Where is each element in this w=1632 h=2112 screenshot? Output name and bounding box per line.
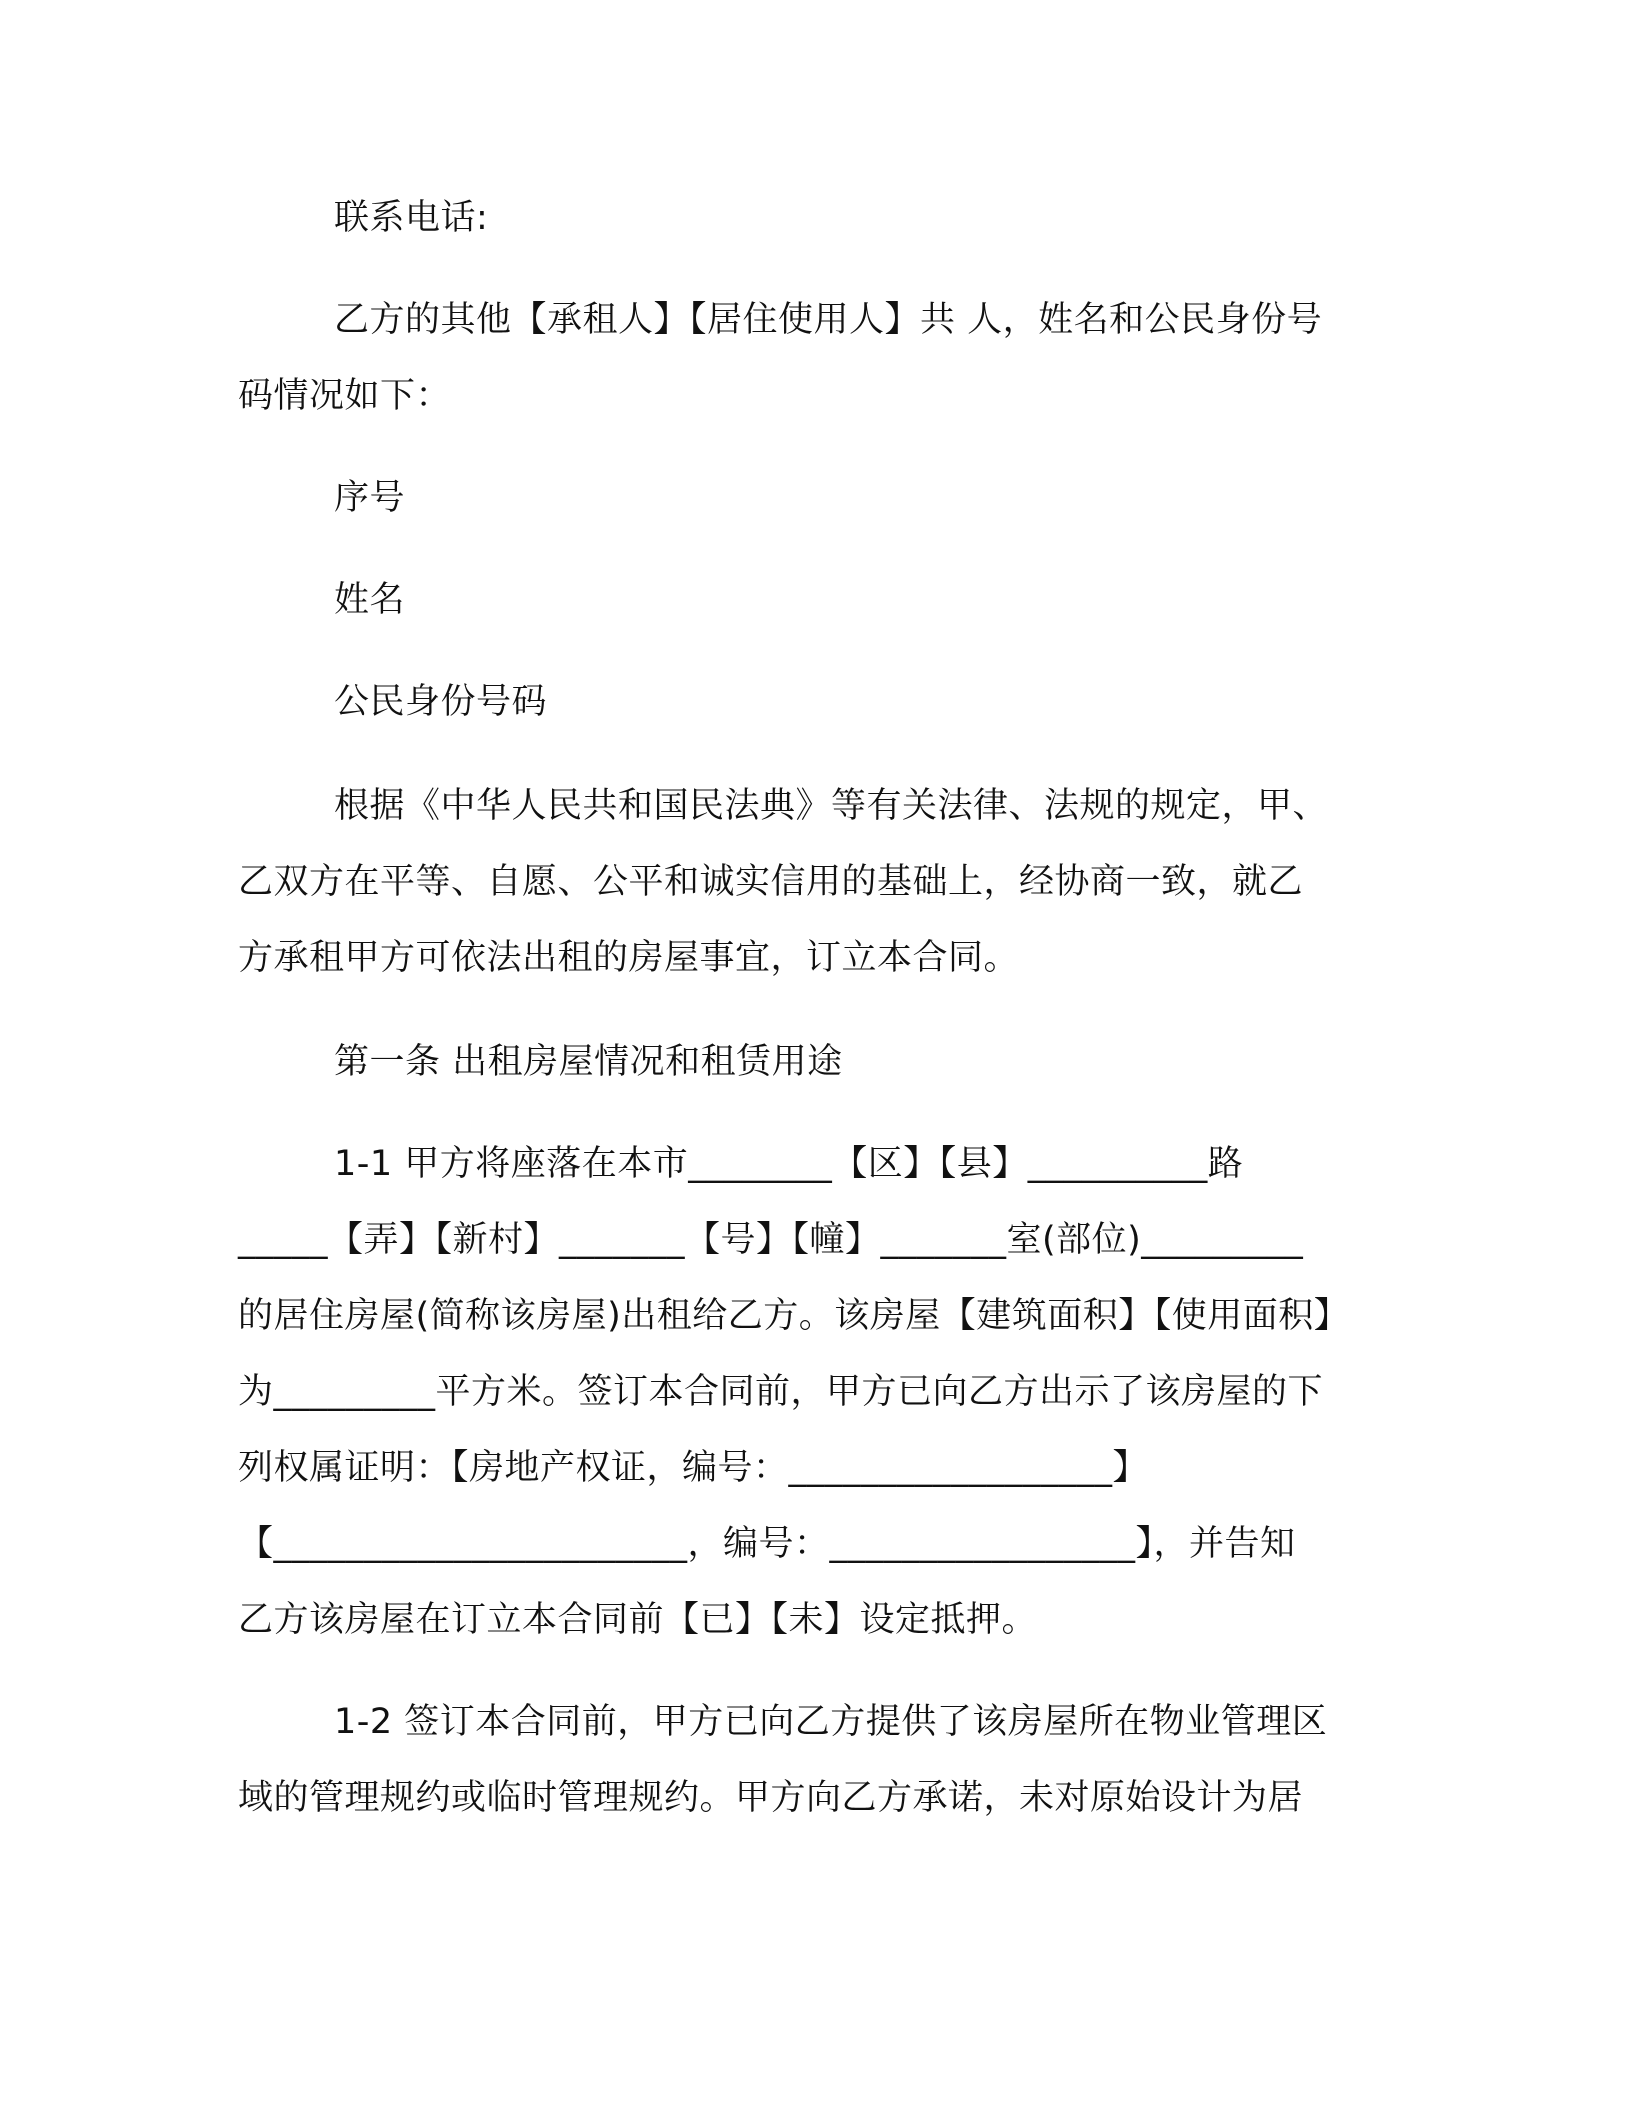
table-header-id-number: 公民身份号码 <box>334 682 548 722</box>
clause-line: 乙方该房屋在订立本合同前【已】【未】设定抵押。 <box>238 1600 1038 1640</box>
clause-line: 1-1 甲方将座落在本市________【区】【县】__________路 <box>334 1144 1244 1184</box>
clause-line: 的居住房屋(简称该房屋)出租给乙方。该房屋【建筑面积】【使用面积】 <box>238 1296 1350 1336</box>
paragraph-line: 根据《中华人民共和国民法典》等有关法律、法规的规定，甲、 <box>334 786 1329 826</box>
clause-line: 为_________平方米。签订本合同前，甲方已向乙方出示了该房屋的下 <box>238 1372 1324 1412</box>
clause-line: 列权属证明：【房地产权证，编号：__________________】 <box>238 1448 1149 1488</box>
clause-line: 域的管理规约或临时管理规约。甲方向乙方承诺，未对原始设计为居 <box>238 1778 1304 1818</box>
table-header-name: 姓名 <box>334 580 406 620</box>
clause-line: _____【弄】【新村】_______【号】【幢】_______室(部位)_________ <box>238 1220 1304 1260</box>
article-heading: 第一条 出租房屋情况和租赁用途 <box>334 1042 843 1082</box>
contact-phone-label: 联系电话: <box>334 198 489 238</box>
clause-line: 1-2 签订本合同前，甲方已向乙方提供了该房屋所在物业管理区 <box>334 1702 1328 1742</box>
paragraph-line: 方承租甲方可依法出租的房屋事宜，订立本合同。 <box>238 938 1020 978</box>
table-header-index: 序号 <box>334 478 406 518</box>
paragraph-line: 乙方的其他【承租人】【居住使用人】共 人，姓名和公民身份号 <box>334 300 1323 340</box>
paragraph-line: 码情况如下： <box>238 376 452 416</box>
paragraph-line: 乙双方在平等、自愿、公平和诚实信用的基础上，经协商一致，就乙 <box>238 862 1304 902</box>
clause-line: 【_______________________，编号：_________________】，并告知 <box>238 1524 1296 1564</box>
